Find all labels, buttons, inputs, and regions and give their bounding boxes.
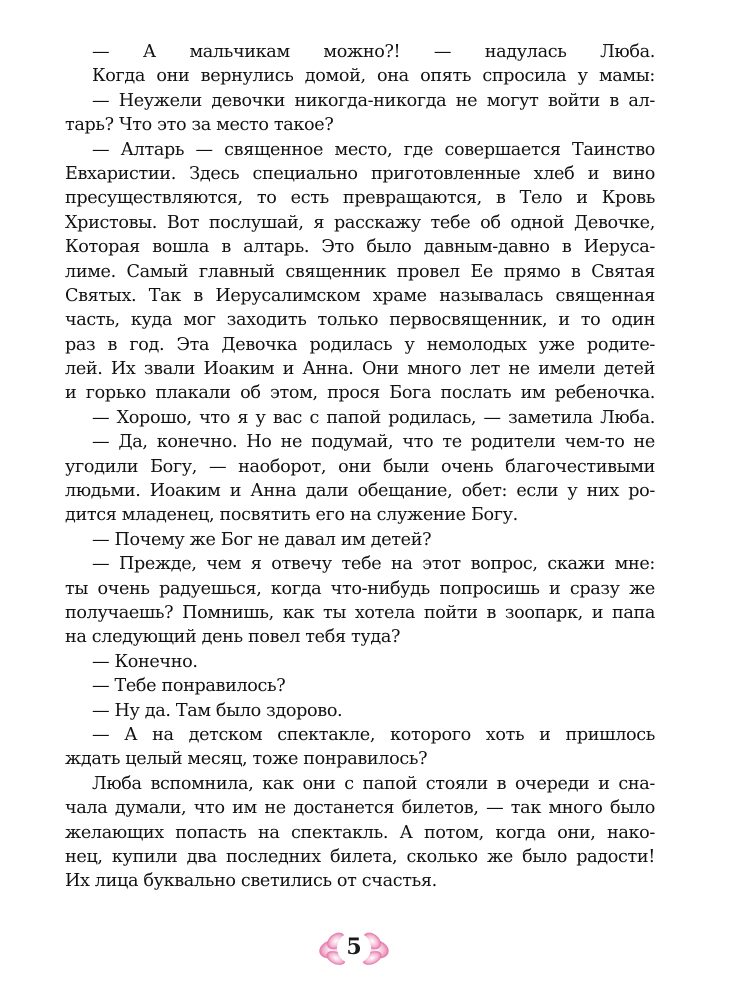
- text-line: часть, куда мог заходить только первосвященник, и то один: [65, 310, 655, 331]
- text-line: — А мальчикам можно?! — надулась Люба.: [92, 42, 655, 62]
- text-line: — Неужели девочки никогда-никогда не могут войти в ал-: [92, 90, 655, 111]
- text-line: ты очень радуешься, когда что-нибудь попросишь и сразу же: [65, 578, 655, 599]
- text-line: Их лица буквально светились от счастья.: [65, 871, 437, 892]
- text-line: — Да, конечно. Но не подумай, что те родители чем-то не: [92, 432, 655, 453]
- body-text: [65, 40, 655, 894]
- page-number-badge: [318, 927, 390, 969]
- text-line: — Алтарь — священное место, где совершается Таинство: [92, 139, 655, 160]
- text-line: людьми. Иоаким и Анна дали обещание, обет: если у них ро-: [65, 481, 655, 502]
- text-line: раз в год. Эта Девочка родилась у немолодых уже родите-: [65, 334, 655, 355]
- text-line: Которая вошла в алтарь. Это было давным-давно в Иеруса-: [65, 237, 655, 258]
- text-line: Святых. Так в Иерусалимском храме называлась священная: [65, 285, 655, 306]
- text-line: — Ну да. Там было здорово.: [92, 700, 343, 721]
- page-number: 5: [346, 934, 362, 960]
- text-line: — А на детском спектакле, которого хоть и пришлось: [92, 724, 655, 745]
- text-line: нец, купили два последних билета, сколько же было радости!: [65, 846, 655, 867]
- text-line: тарь? Что это за место такое?: [65, 115, 334, 136]
- text-line: пресуществляются, то есть превращаются, в Тело и Кровь: [65, 188, 655, 209]
- text-line: угодили Богу, — наоборот, они были очень благочестивыми: [65, 456, 655, 477]
- text-line: лиме. Самый главный священник провел Ее прямо в Святая: [65, 261, 655, 282]
- text-line: — Прежде, чем я отвечу тебе на этот вопрос, скажи мне:: [92, 554, 655, 575]
- text-line: желающих попасть на спектакль. А потом, когда они, нако-: [65, 822, 655, 843]
- text-line: Люба вспомнила, как они с папой стояли в очереди и сна-: [92, 773, 655, 794]
- text-line: — Почему же Бог не давал им детей?: [92, 529, 432, 550]
- text-line: — Тебе понравилось?: [92, 676, 286, 697]
- text-line: лей. Их звали Иоаким и Анна. Они много лет не имели детей: [65, 359, 655, 380]
- text-line: Когда они вернулись домой, она опять спросила у мамы:: [92, 66, 655, 87]
- text-line: на следующий день повел тебя туда?: [65, 627, 401, 648]
- text-line: — Хорошо, что я у вас с папой родилась, — заметила Люба.: [92, 407, 655, 428]
- text-line: ждать целый месяц, тоже понравилось?: [65, 749, 428, 770]
- text-line: получаешь? Помнишь, как ты хотела пойти в зоопарк, и папа: [65, 602, 655, 623]
- text-line: и горько плакали об этом, прося Бога послать им ребеночка.: [65, 383, 655, 404]
- text-line: дится младенец, посвятить его на служение Богу.: [65, 505, 518, 526]
- text-line: — Конечно.: [92, 651, 198, 672]
- text-line: Евхаристии. Здесь специально приготовленные хлеб и вино: [65, 163, 655, 184]
- text-line: чала думали, что им не достанется билетов, — так много было: [65, 798, 655, 819]
- text-line: Христовы. Вот послушай, я расскажу тебе об одной Девочке,: [65, 212, 655, 233]
